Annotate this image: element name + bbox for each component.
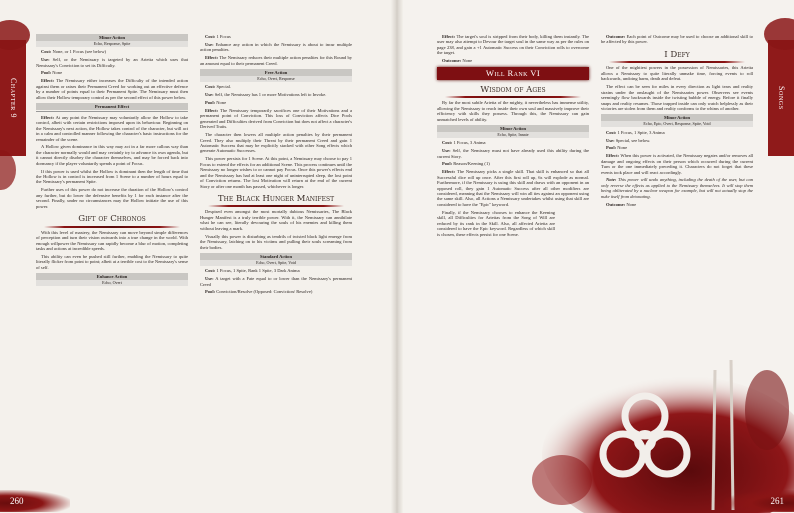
blood-splatter-decoration [0,150,16,190]
stat-value: Special. [215,84,232,90]
left-column-1 [36,31,188,288]
stat-value: This power will undo anything, including the death of the user, but can only reverse the effects as applied to the Nemissary themselves. It will stop them being obliterated by a nuclear weapon for example, but will not actually stop the nuke itself from detonating. [601,177,753,199]
stat-value: Enhance any action in which the Nemissary is about to incur multiple action penalties. [200,41,352,53]
divider [36,111,188,112]
stat-value: A target with a Fate equal to or lower than the Nemissary's permanent Creed [200,276,352,287]
stat-value: 1 Focus, 1 Spite, Rank 1 Spite, 3 Dark Anima [215,268,300,274]
chapter-tab-label: Chapter 9 [9,77,18,119]
body-paragraph: Despised even amongst the most mortally dubious Nemissaries, The Black Hunger Manifest is a truly terrible power. With it, the Nemissary can annihilate what he can see, literally devouring the souls of his enemies and killing them without leaving a mark. [200,209,352,231]
stat-value: 1 Focus [215,34,231,39]
stat-value: Special, see below. [614,137,651,143]
stat-label: Effect: [205,55,219,61]
stat-label: Pool: [442,161,453,167]
stat-label: Cost: [205,268,216,274]
book-gutter [391,0,403,513]
stat-label: Pool: [205,100,216,105]
stat-value: The Nemissary either increases the Difficulty of the intended action against them or raises their Permanent Creed for working out an effective defence by a number of points equal to their Permanent Spite. The Nemissary must then allow their Hollow temporary control as per the second effect of this power below. [36,78,188,100]
stat-value: None [215,100,227,105]
stat-value: The target's soul is stripped from their body, killing them instantly. The user may also attempt to Devour the target soul in the same way as per the rules on page 238, and gain a +1 Automatic Success on their Conviction rolls to overcome the target. [437,34,589,56]
section-heading: Gift of Chronos [36,214,188,228]
stat-label: Use: [442,148,451,154]
stat-label: Outcome: [606,201,626,207]
right-page [397,0,794,513]
body-paragraph: If this power is used whilst the Hollow is dominant then the length of time that the Hollow is in control is increased from 1 Scene to a number of hours equal to the Nemissary's permanent Spite. [36,168,188,185]
action-tags: Echo, Overt, Spite, Void [200,260,352,266]
stat-label: Effect: [41,78,55,84]
blood-splatter-decoration [532,455,592,505]
body-paragraph: The effect can be seen for miles in every direction as light tears and reality strains under the onslaught of the Nemissaries power. Observers see events seemingly flow backwards inside the twisting bubble of energy. Before it finally snaps and reality resumes. Those trapped inside can only watch helplessly as their victories are stolen from them and reality conforms to the whims of another. [601,84,753,111]
right-column-2 [601,31,753,209]
stat-label: Use: [41,57,50,63]
stat-label: Pool: [41,70,52,76]
action-tags: Echo, Spite, Innate [437,132,589,138]
action-tags: Echo, Epic, Overt, Response, Spite, Void [601,121,753,127]
stat-label: Cost: [205,84,216,90]
chapter-tab [768,40,794,156]
stat-label: Use: [205,92,214,98]
stat-label: Outcome: [606,34,626,39]
stat-label: Effect: [606,153,620,159]
stat-value: 1 Focus, 1 Spite, 3 Anima [616,129,665,135]
stat-value: Self, the Nemissary must not have already used this ability during the current Story. [437,148,589,159]
stat-value: The Nemissary picks a single skill. That skill is enhanced so that all Successful dice roll up once. After this first roll up, 6s will explode as normal. Furthermore, if the Nemissary is using this skill and draws with an opponent in an opposed roll, they gain 1 Automatic Success after all other modifiers are considered, meaning that the Nemissary will win all ties against an opponent using the same skill. Also, all Actions a Nemissary undertakes whilst using that skill are considered to have the "Epic" keyword. [437,169,589,207]
section-heading: I Defy [601,50,753,64]
stat-label: Note: [606,177,617,183]
action-header: Free Action [200,69,352,76]
body-paragraph: The character then lowers all multiple action penalties by their permanent Creed. They also multiply their Threat by their permanent Creed and gain 1 Automatic Success that may be explicitly stacked with other Song effects which generate Automatic Successes. [200,132,352,154]
right-column-1 [437,31,589,239]
chapter-tab [0,40,26,156]
stat-value: None, or 1 Focus (see below) [51,49,107,55]
stat-value: Self, the Nemissary has 1 or more Motivations left to Invoke. [213,92,327,98]
stat-label: Use: [606,137,615,143]
section-heading: Wisdom of Ages [437,85,589,99]
rank-banner: Will Rank VI [437,67,589,80]
stat-value: None [461,58,473,64]
action-tags: Echo, Response, Spite [36,41,188,47]
page-number: 260 [0,490,70,512]
stat-value: Conviction/Resolve (Opposed: Conviction/ Resolve) [215,289,313,295]
action-tags: Echo, Overt [36,280,188,286]
body-paragraph: A Hollow given dominance in this way may act in a far more callous way than the character normally would and may certainly try to advance its own agenda, but it cannot directly disobey the character themselves, and may be forced back into dormancy if the player voluntarily spends a point of Focus. [36,144,188,166]
section-heading: The Black Hunger Manifest [200,194,352,208]
blood-splatter-decoration [745,370,789,450]
stat-label: Effect: [205,107,219,113]
action-header: Minor Action [601,114,753,121]
body-paragraph: Further uses of this power do not increase the duration of the Hollow's control any further, but do lower the defensive benefits by 1 for each instance after the second. Finally, under no circumstances may the Hollow initiate the use of this power. [36,187,188,209]
body-paragraph: Finally, if the Nemissary chooses to enhance the Keening skill, all Difficulties for Ariettas from the Song of Will are reduced by its rank in the Skill. Also, all affected Arietta are considered to have the Epic keyword. Regardless of which skill is chosen, these effects persist for one Scene. [437,209,555,237]
biohazard-illustration [517,350,794,513]
action-header: Minor Action [36,34,188,41]
stat-value: None [51,70,63,76]
page-number: 261 [724,490,794,512]
stat-label: Cost: [41,49,52,55]
stat-value: Each point of Outcome may be used to choose an additional skill to be affected by this power. [601,34,753,45]
body-paragraph: This ability can even be pushed still further, enabling the Nemissary to quite literally flicker from point to point; albeit at a terrible cost to the Nemissary's sense of self. [36,253,188,270]
body-paragraph: Visually this power is disturbing as tendrils of twisted black light emerge from the Nemissary, latching on to his victims and pulling their souls screaming from their bodies. [200,233,352,250]
action-header: Permanent Effect [36,103,188,110]
stat-value: Self, or the Nemissary is targeted by an Arietta which uses that Nemissary's Conviction to set its Difficulty. [36,57,188,68]
stat-label: Effect: [442,34,456,39]
stat-value: Reason/Keening (1) [452,161,490,167]
stat-label: Cost: [606,129,617,135]
stat-label: Use: [205,276,214,282]
stat-label: Use: [205,41,214,47]
action-header: Minor Action [437,125,589,132]
stat-value: None [625,201,637,207]
stat-value: When this power is activated, the Nemissary negates and/or removes all damage and ongoing effects on their person which occurred during the current Turn or the one immediately preceding it. Characters do not forget that these events took place and will react accordingly. [601,153,753,175]
body-paragraph: By far the most subtle Arietta of the mighty, it nevertheless has immense utility, allowing the Nemissary to reach inside their own soul and massively improve their efficiency with skills they possess. Through this, the Nemissary can gain unmatched levels of ability. [437,100,589,122]
stat-value: None [616,145,628,151]
stat-value: The Nemissary reduces their multiple action penalties for this Round by an amount equal to their permanent Creed. [200,55,352,66]
stat-label: Outcome: [442,58,462,64]
action-header: Standard Action [200,253,352,260]
chapter-tab-label: Songs [777,86,786,110]
action-header: Enhance Action [36,273,188,280]
stat-label: Pool: [606,145,617,151]
left-column-2 [200,31,352,297]
stat-label: Cost: [205,34,216,39]
body-paragraph: This power persists for 1 Scene. At this point, a Nemissary may choose to pay 1 Focus to extend the effects for an additional Scene. This process continues until the Nemissary no longer wishes to or cannot pay Focus. Once this power's effects end and the Nemissary has had at least one night of uninterrupted sleep, the lost point of Conviction returns. The lost Motivation will return at the end of the current Story or after one month has passed, whichever is longer. [200,156,352,189]
body-paragraph: One of the mightiest powers in the possession of Nemissaries, this Arietta allows a Nemissary to quite literally unmake time, forcing events to roll backwards, undoing harm, death and defeat. [601,65,753,82]
stat-label: Effect: [442,169,456,175]
stat-value: At any point the Nemissary may voluntarily allow the Hollow to take control, albeit with certain restrictions imposed upon its behaviour. Beginning on the Nemissary's next action, the Hollow takes control of the character, but will act in a calm and controlled manner following the character's basic instructions for the remainder of the scene. [36,114,188,142]
stat-label: Effect: [41,114,55,120]
stat-label: Pool: [205,289,216,295]
body-paragraph: With this level of mastery, the Nemissary can move beyond simple differences of perception and turn their vision outwards into a true change in the world. With enough willpower the Nemissary can rapidly become a blur of motion, completing tasks and actions at incredible speeds. [36,229,188,251]
stat-label: Cost: [442,140,453,146]
stat-value: 1 Focus, 3 Anima [452,140,486,146]
stat-value: The Nemissary temporarily sacrifices one of their Motivations and a permanent point of Conviction. This loss of Conviction affects Dice Pools generated and Difficulties derived from Conviction but does not affect a character's Derived Traits. [200,107,352,130]
action-tags: Echo, Overt, Response [200,76,352,82]
